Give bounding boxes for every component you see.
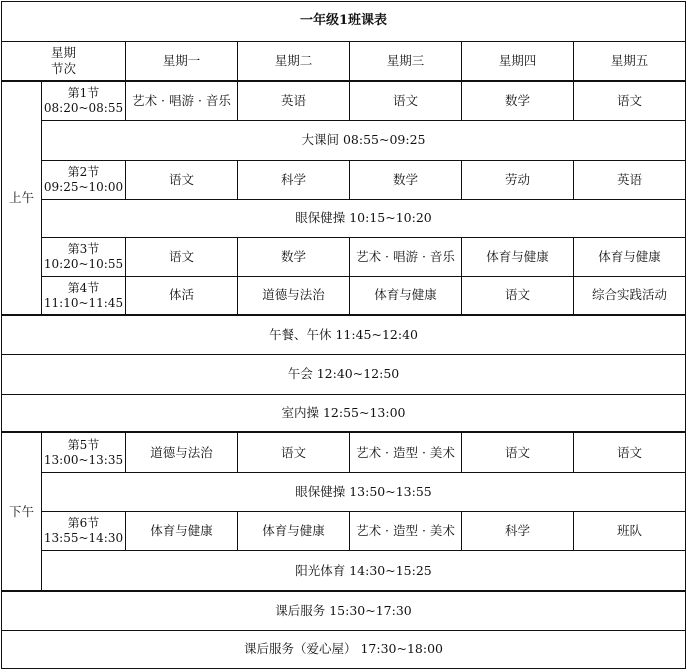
period-cell xyxy=(42,160,126,199)
break-row: 阳光体育 14:30~15:25 xyxy=(42,551,686,591)
day-header-tuesday: 星期二 xyxy=(238,42,350,81)
class-schedule-table xyxy=(1,1,686,669)
period-name: 第1节 xyxy=(67,85,100,100)
period-name: 第6节 xyxy=(67,516,100,531)
day-header-friday: 星期五 xyxy=(574,42,686,81)
class-cell: 语文 xyxy=(126,160,238,199)
period-name: 第3节 xyxy=(67,242,100,257)
class-cell: 班队 xyxy=(574,512,686,551)
class-cell: 数学 xyxy=(350,160,462,199)
class-cell: 艺术 · 唱游 · 音乐 xyxy=(350,238,462,277)
break-row: 午餐、午休 11:45~12:40 xyxy=(2,315,686,354)
class-cell: 道德与法治 xyxy=(126,432,238,472)
period-name: 第5节 xyxy=(67,437,100,452)
period-cell xyxy=(42,512,126,551)
period-header-label: 节次 xyxy=(50,61,76,76)
break-row: 大课间 08:55~09:25 xyxy=(42,120,686,160)
period-name: 第4节 xyxy=(67,280,100,295)
class-cell: 语文 xyxy=(462,432,574,472)
class-cell: 数学 xyxy=(462,81,574,120)
class-cell: 英语 xyxy=(238,81,350,120)
period-time: 13:55~14:30 xyxy=(43,531,124,546)
weekday-period-header xyxy=(2,42,126,81)
class-cell: 语文 xyxy=(350,81,462,120)
class-cell: 体活 xyxy=(126,277,238,315)
class-cell: 数学 xyxy=(238,238,350,277)
period-cell xyxy=(42,432,126,472)
break-row: 室内操 12:55~13:00 xyxy=(2,394,686,432)
class-cell: 体育与健康 xyxy=(350,277,462,315)
weekday-header-label: 星期 xyxy=(50,45,76,61)
class-cell: 体育与健康 xyxy=(126,512,238,551)
period-cell xyxy=(42,277,126,315)
class-cell: 综合实践活动 xyxy=(574,277,686,315)
class-cell: 语文 xyxy=(462,277,574,315)
class-cell: 艺术 · 唱游 · 音乐 xyxy=(126,81,238,120)
class-cell: 艺术 · 造型 · 美术 xyxy=(350,432,462,472)
class-cell: 艺术 · 造型 · 美术 xyxy=(350,512,462,551)
period-time: 09:25~10:00 xyxy=(43,179,124,194)
class-cell: 语文 xyxy=(574,432,686,472)
period-time: 13:00~13:35 xyxy=(43,452,124,467)
break-row: 眼保健操 13:50~13:55 xyxy=(42,473,686,512)
session-label-morning: 上午 xyxy=(2,81,42,315)
class-cell: 科学 xyxy=(462,512,574,551)
class-cell: 语文 xyxy=(238,432,350,472)
period-time: 11:10~11:45 xyxy=(43,295,124,310)
class-cell: 科学 xyxy=(238,160,350,199)
break-row: 课后服务 15:30~17:30 xyxy=(2,591,686,630)
period-time: 08:20~08:55 xyxy=(43,100,124,115)
schedule-title: 一年级1班课表 xyxy=(2,2,686,42)
day-header-monday: 星期一 xyxy=(126,42,238,81)
class-cell: 语文 xyxy=(574,81,686,120)
class-cell: 体育与健康 xyxy=(462,238,574,277)
class-cell: 道德与法治 xyxy=(238,277,350,315)
break-row: 眼保健操 10:15~10:20 xyxy=(42,199,686,237)
day-header-wednesday: 星期三 xyxy=(350,42,462,81)
period-cell xyxy=(42,238,126,277)
class-cell: 英语 xyxy=(574,160,686,199)
class-cell: 语文 xyxy=(126,238,238,277)
period-name: 第2节 xyxy=(67,164,100,179)
class-cell: 体育与健康 xyxy=(574,238,686,277)
break-row: 课后服务（爱心屋） 17:30~18:00 xyxy=(2,630,686,668)
period-cell xyxy=(42,81,126,120)
period-time: 10:20~10:55 xyxy=(43,257,124,272)
class-cell: 劳动 xyxy=(462,160,574,199)
day-header-thursday: 星期四 xyxy=(462,42,574,81)
session-label-afternoon: 下午 xyxy=(2,432,42,591)
break-row: 午会 12:40~12:50 xyxy=(2,354,686,394)
class-cell: 体育与健康 xyxy=(238,512,350,551)
